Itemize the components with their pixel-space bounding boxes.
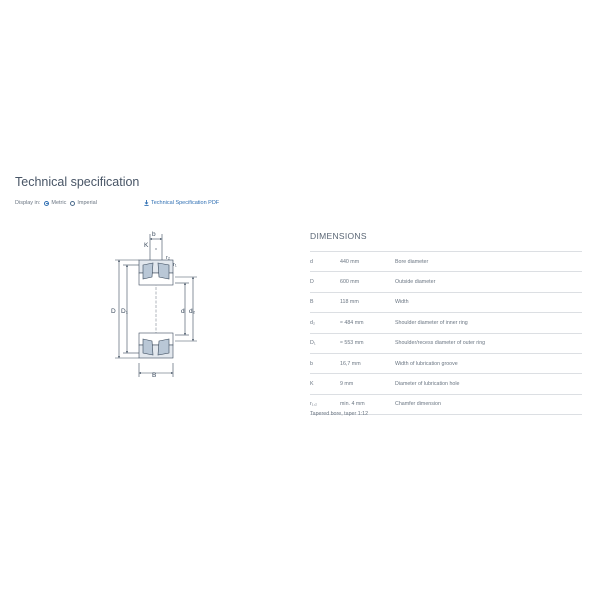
- imperial-label[interactable]: Imperial: [77, 200, 97, 206]
- table-row: [310, 353, 582, 373]
- dimension-symbol: D: [310, 272, 340, 292]
- dimension-symbol: B: [310, 292, 340, 312]
- imperial-radio[interactable]: [70, 201, 75, 206]
- download-icon: [144, 200, 149, 206]
- pdf-download-link[interactable]: [144, 200, 219, 206]
- dimension-symbol: r₁,₂: [310, 394, 340, 414]
- label-D1: D₁: [121, 308, 128, 315]
- display-label: Display in:: [15, 200, 41, 206]
- metric-label[interactable]: Metric: [51, 200, 67, 206]
- label-D: D: [111, 308, 116, 315]
- table-row: [310, 292, 582, 312]
- dimension-value: ≈ 484 mm: [340, 313, 395, 333]
- table-row: [310, 252, 582, 272]
- label-K: K: [144, 242, 149, 249]
- dimension-description: Outside diameter: [395, 272, 582, 292]
- dimension-symbol: d: [310, 252, 340, 272]
- label-r1: r₁: [173, 262, 177, 268]
- unit-selector: [15, 200, 97, 206]
- table-row: [310, 272, 582, 292]
- dimension-description: Bore diameter: [395, 252, 582, 272]
- dimension-symbol: K: [310, 374, 340, 394]
- metric-radio[interactable]: [44, 201, 49, 206]
- dimension-value: min. 4 mm: [340, 394, 395, 414]
- label-b: b: [152, 231, 156, 238]
- dimension-value: ≈ 553 mm: [340, 333, 395, 353]
- dimensions-table: [310, 251, 582, 415]
- label-d2: d₂: [189, 308, 196, 315]
- table-row: [310, 333, 582, 353]
- label-B: B: [152, 372, 157, 379]
- dimension-value: 16,7 mm: [340, 353, 395, 373]
- dimension-description: Chamfer dimension: [395, 394, 582, 414]
- pdf-label: Technical Specification PDF: [151, 200, 220, 206]
- dimension-value: 118 mm: [340, 292, 395, 312]
- label-d: d: [181, 308, 185, 315]
- dimension-value: 9 mm: [340, 374, 395, 394]
- dimension-symbol: D₁: [310, 333, 340, 353]
- bearing-diagram: [105, 225, 215, 385]
- dimension-description: Width of lubrication groove: [395, 353, 582, 373]
- dimension-symbol: d₂: [310, 313, 340, 333]
- dimension-description: Diameter of lubrication hole: [395, 374, 582, 394]
- dimension-value: 600 mm: [340, 272, 395, 292]
- page-title: Technical specification: [15, 175, 140, 189]
- label-r2: r₂: [166, 255, 170, 261]
- dimension-description: Shoulder/recess diameter of outer ring: [395, 333, 582, 353]
- dimension-description: Width: [395, 292, 582, 312]
- table-row: [310, 374, 582, 394]
- table-row: [310, 313, 582, 333]
- dimensions-title: DIMENSIONS: [310, 231, 367, 241]
- dimension-symbol: b: [310, 353, 340, 373]
- dimension-description: Shoulder diameter of inner ring: [395, 313, 582, 333]
- dimension-value: 440 mm: [340, 252, 395, 272]
- taper-note: Tapered bore, taper 1:12: [310, 411, 369, 417]
